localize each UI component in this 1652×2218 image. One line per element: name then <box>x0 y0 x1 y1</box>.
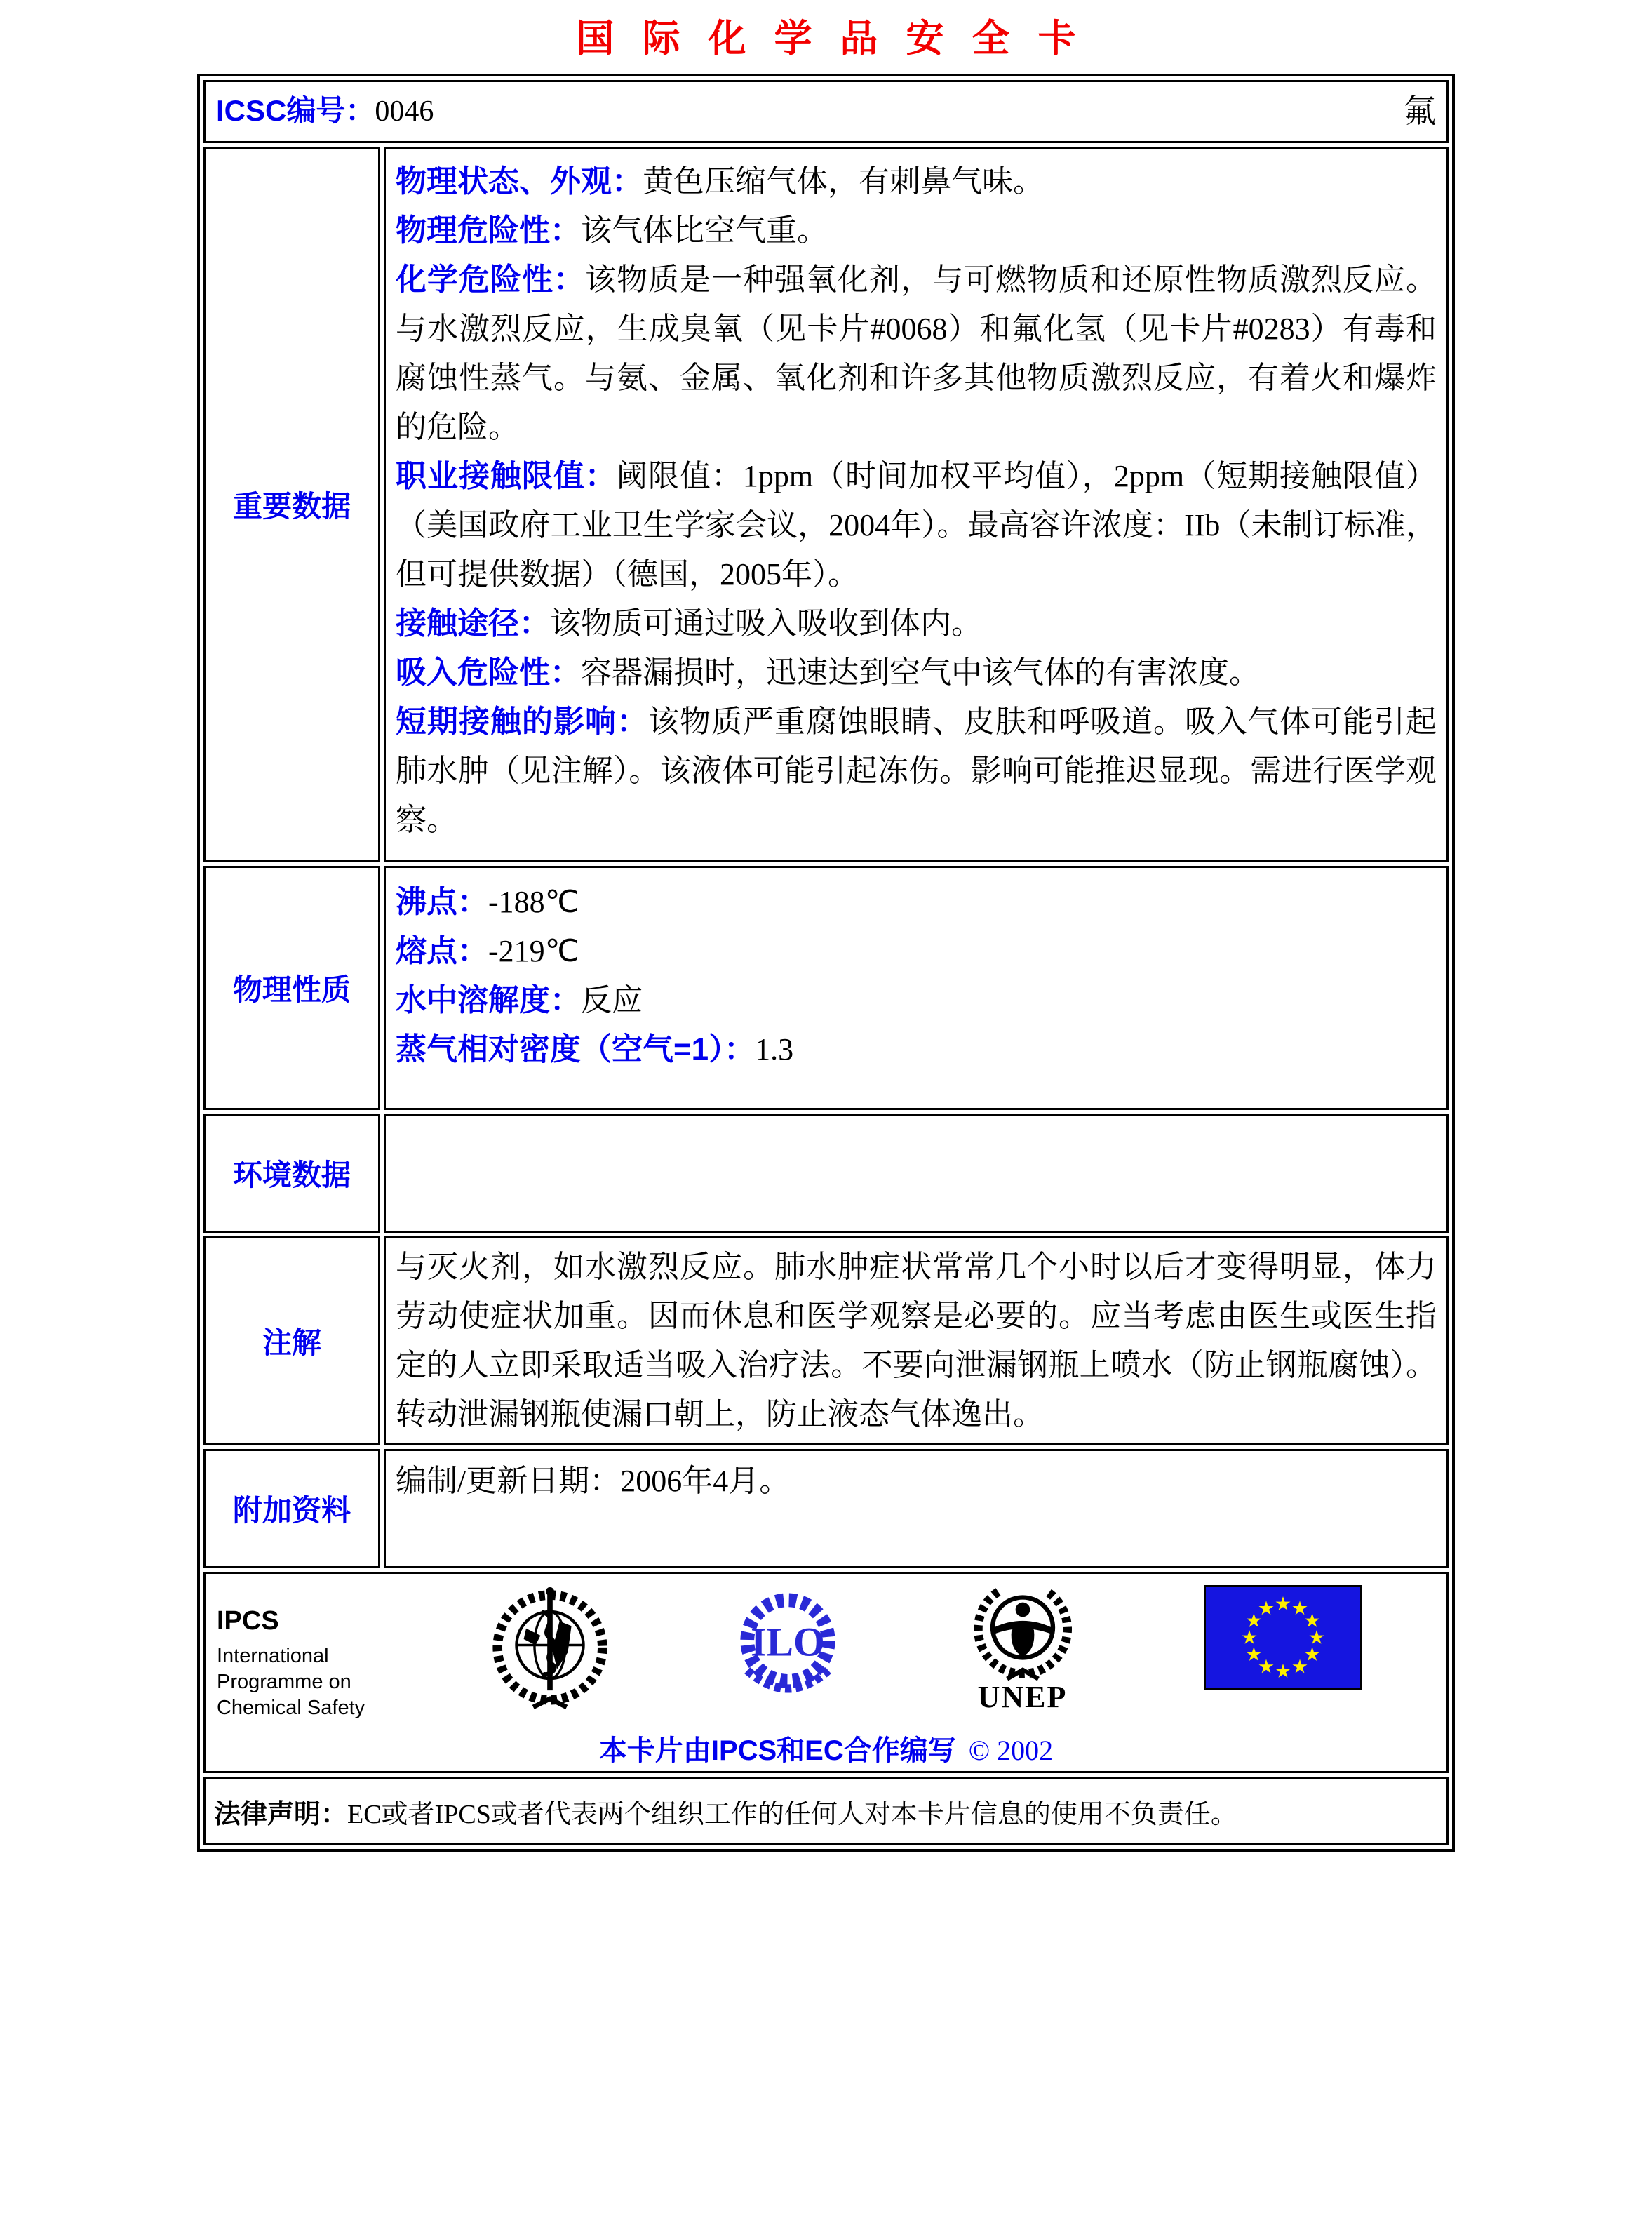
vapor-density-value: 1.3 <box>755 1032 794 1067</box>
boiling-point-value: -188℃ <box>488 885 580 919</box>
chemical-danger-label: 化学危险性： <box>395 262 585 297</box>
ipcs-text-block <box>217 1585 365 1721</box>
additional-info-row <box>203 1449 1449 1568</box>
ipcs-line-3: Chemical Safety <box>216 1697 365 1719</box>
who-emblem-icon <box>490 1585 610 1717</box>
notes-text: 与灭火剂，如水激烈反应。肺水肿症状常常几个小时以后才变得明显，体力劳动使症状加重。因而休息和医学观察是必要的。应当考虑由医生或医生指定的人立即采取适当吸入治疗法。不要向泄漏钢瓶上喷水（防止钢瓶腐蚀）。转动泄漏钢瓶使漏口朝上，防止液态气体逸出。 <box>395 1250 1437 1431</box>
vapor-density-item <box>396 1025 1437 1074</box>
water-solubility-item <box>396 976 1437 1025</box>
chemical-name: 氟 <box>1404 93 1436 130</box>
unep-emblem-icon <box>967 1585 1079 1683</box>
important-data-content <box>384 147 1449 862</box>
ipcs-line-1: International <box>216 1645 329 1667</box>
icsc-card-table <box>197 74 1455 1852</box>
short-term-effects-text: 该物质严重腐蚀眼睛、皮肤和呼吸道。吸入气体可能引起肺水肿（见注解）。该液体可能引起冻伤。影响可能推迟显现。需进行医学观察。 <box>395 704 1437 837</box>
additional-info-content <box>384 1449 1449 1568</box>
boiling-point-label: 沸点： <box>395 885 488 919</box>
ipcs-line-2: Programme on <box>216 1671 351 1693</box>
legal-label: 法律声明： <box>213 1799 347 1829</box>
physical-danger-item <box>396 206 1437 255</box>
physical-state-item <box>396 157 1437 206</box>
legal-cell <box>203 1777 1449 1845</box>
ipcs-acronym: IPCS <box>216 1606 279 1636</box>
exposure-limits-item <box>396 452 1437 599</box>
melting-point-item <box>396 927 1437 976</box>
melting-point-value: -219℃ <box>488 934 580 968</box>
exposure-routes-label: 接触途径： <box>395 606 550 641</box>
chemical-danger-item <box>396 255 1437 452</box>
notes-row <box>203 1236 1449 1445</box>
icsc-number-label: ICSC编号： <box>215 94 375 128</box>
section-label-notes: 注解 <box>203 1236 380 1445</box>
physical-state-text: 黄色压缩气体，有刺鼻气味。 <box>642 164 1044 199</box>
additional-info-text: 编制/更新日期：2006年4月。 <box>395 1464 791 1498</box>
melting-point-label: 熔点： <box>395 934 488 968</box>
water-solubility-value: 反应 <box>580 983 643 1017</box>
legal-text: EC或者IPCS或者代表两个组织工作的任何人对本卡片信息的使用不负责任。 <box>347 1799 1237 1829</box>
page-title: 国际化学品安全卡 <box>576 18 1104 60</box>
icsc-number-group <box>216 93 434 129</box>
vapor-density-label: 蒸气相对密度（空气=1）： <box>395 1032 756 1067</box>
important-data-row <box>203 147 1449 862</box>
logos-row <box>203 1572 1449 1773</box>
physical-properties-row <box>203 866 1449 1110</box>
section-label-environmental-data: 环境数据 <box>203 1114 380 1233</box>
exposure-routes-item <box>396 599 1437 648</box>
unep-emblem-block <box>967 1585 1079 1715</box>
section-label-additional-info: 附加资料 <box>203 1449 380 1568</box>
ilo-emblem-icon <box>734 1585 841 1714</box>
legal-row <box>203 1777 1449 1845</box>
physical-state-label: 物理状态、外观： <box>395 164 643 199</box>
header-row <box>203 80 1449 143</box>
short-term-effects-item <box>396 697 1437 845</box>
inhalation-risk-item <box>396 648 1437 697</box>
environmental-data-row <box>203 1114 1449 1233</box>
footer-caption <box>206 1728 1446 1768</box>
ilo-letters: ILO <box>751 1620 826 1665</box>
exposure-routes-text: 该物质可通过吸入吸收到体内。 <box>549 606 982 641</box>
short-term-effects-label: 短期接触的影响： <box>395 704 648 739</box>
logos-cell <box>203 1572 1449 1773</box>
physical-properties-content <box>384 866 1449 1110</box>
footer-caption-text: 本卡片由IPCS和EC合作编写 <box>598 1735 956 1766</box>
inhalation-risk-text: 容器漏损时，迅速达到空气中该气体的有害浓度。 <box>580 655 1260 690</box>
icsc-number-value: 0046 <box>375 95 434 128</box>
exposure-limits-text: 阈限值：1ppm（时间加权平均值），2ppm（短期接触限值）（美国政府工业卫生学家会议，2004年）。最高容许浓度：IIb（未制订标准，但可提供数据）（德国，2005年）。 <box>395 459 1437 592</box>
water-solubility-label: 水中溶解度： <box>395 983 581 1017</box>
exposure-limits-label: 职业接触限值： <box>395 459 617 493</box>
environmental-data-content <box>384 1114 1449 1233</box>
header-cell <box>203 80 1449 143</box>
section-label-physical-properties: 物理性质 <box>203 866 380 1110</box>
notes-content <box>384 1236 1449 1445</box>
chemical-danger-text: 该物质是一种强氧化剂，与可燃物质和还原性物质激烈反应。与水激烈反应，生成臭氧（见卡片#0068）和氟化氢（见卡片#0283）有毒和腐蚀性蒸气。与氨、金属、氧化剂和许多其他物质激烈反应，有着火和爆炸的危险。 <box>395 262 1437 444</box>
footer-copyright: © 2002 <box>968 1735 1054 1766</box>
unep-label: UNEP <box>977 1680 1068 1714</box>
inhalation-risk-label: 吸入危险性： <box>395 655 581 690</box>
physical-danger-text: 该气体比空气重。 <box>580 213 828 248</box>
physical-danger-label: 物理危险性： <box>395 213 581 248</box>
section-label-important-data: 重要数据 <box>203 147 380 862</box>
boiling-point-item <box>396 878 1437 927</box>
eu-flag-icon <box>1204 1585 1362 1690</box>
